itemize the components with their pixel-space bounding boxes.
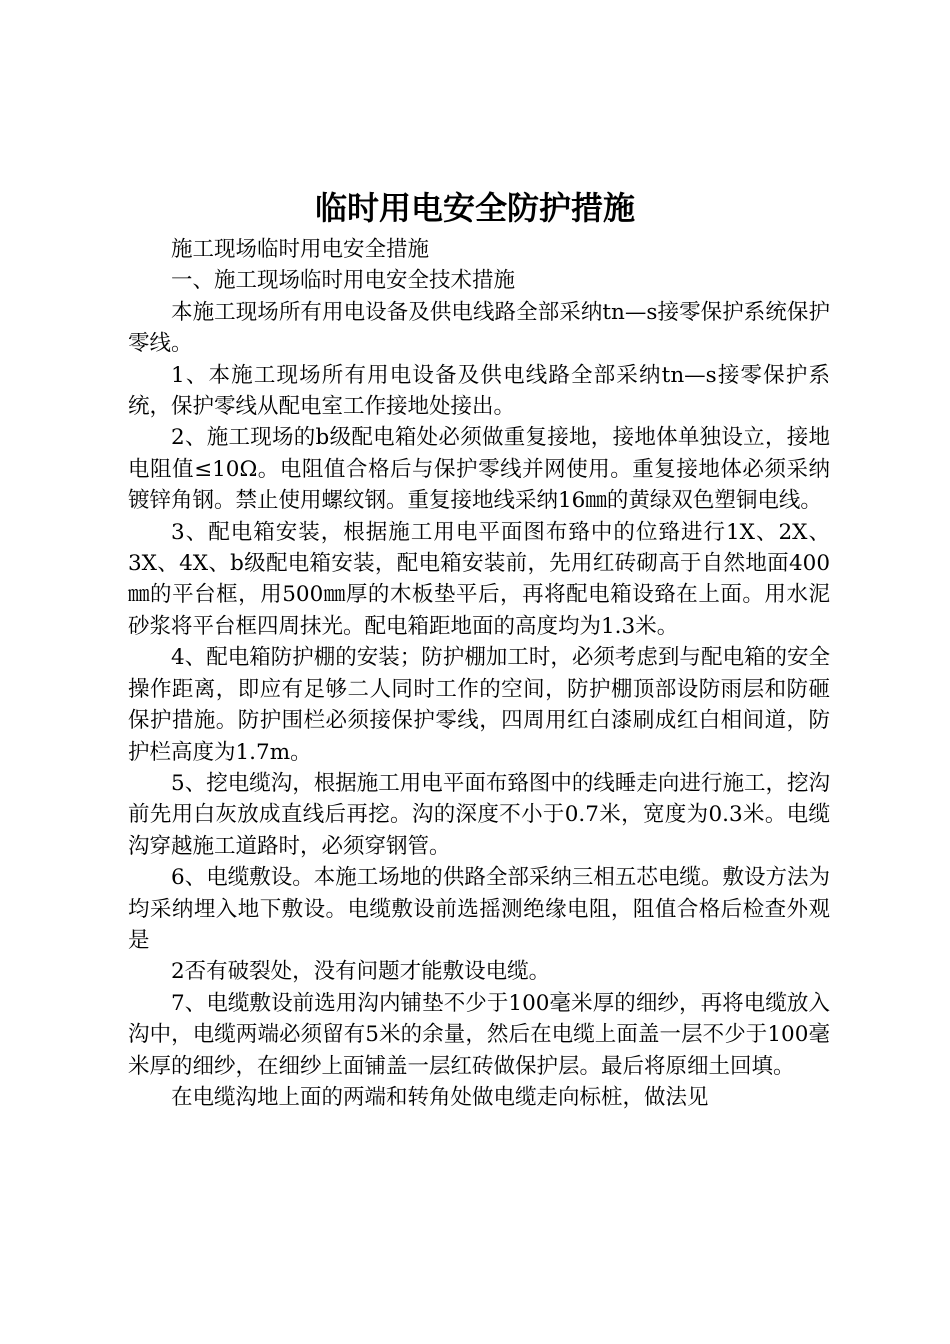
paragraph: 施工现场临时用电安全措施: [171, 237, 430, 262]
paragraph: 1、本施工现场所有用电设备及供电线路全部采纳tn—s接零保护系统，保护零线从配电室工作接地处接出。: [128, 362, 830, 420]
paragraph: 7、电缆敷设前选用沟内铺垫不少于100毫米厚的细纱，再将电缆放入沟中，电缆两端必须留有5米的余量，然后在电缆上面盖一层不少于100毫米厚的细纱，在细纱上面铺盖一层红砖做保护层。最后将原细土回填。: [128, 990, 830, 1079]
document-body: [128, 234, 830, 1113]
paragraph: 一、施工现场临时用电安全技术措施: [171, 268, 516, 294]
paragraph: 在电缆沟地上面的两端和转角处做电缆走向标桩，做法见: [171, 1084, 709, 1110]
document-title: 临时用电安全防护措施: [314, 189, 635, 227]
paragraph: 4、配电箱防护棚的安装；防护棚加工时，必须考虑到与配电箱的安全操作距离，即应有足够二人同时工作的空间，防护棚顶部设防雨层和防砸保护措施。防护围栏必须接保护零线，四周用红白漆刷成红白相间道，防护栏高度为1.7m。: [128, 645, 830, 765]
paragraph: 2、施工现场的b级配电箱处必须做重复接地，接地体单独设立，接地电阻值≤10Ω。电阻值合格后与保护零线并网使用。重复接地体必须采纳镀锌角钢。禁止使用螺纹钢。重复接地线采纳16㎜的黄绿双色塑铜电线。: [128, 425, 830, 514]
paragraph: 本施工现场所有用电设备及供电线路全部采纳tn—s接零保护系统保护零线。: [128, 299, 830, 357]
paragraph: 2否有破裂处，没有问题才能敷设电缆。: [171, 959, 551, 985]
paragraph: 3、配电箱安装，根据施工用电平面图布臵中的位臵进行1X、2X、3X、4X、b级配电箱安装，配电箱安装前，先用红砖砌高于自然地面400㎜的平台框，用500㎜厚的木板垫平后，再将配电箱设臵在上面。用水泥砂浆将平台框四周抹光。配电箱距地面的高度均为1.3米。: [128, 519, 830, 639]
paragraph: 5、挖电缆沟，根据施工用电平面布臵图中的线睡走向进行施工，挖沟前先用白灰放成直线后再挖。沟的深度不小于0.7米，宽度为0.3米。电缆沟穿越施工道路时，必须穿钢管。: [128, 770, 830, 859]
paragraph: 6、电缆敷设。本施工场地的供路全部采纳三相五芯电缆。敷设方法为均采纳埋入地下敷设。电缆敷设前选摇测绝缘电阻，阻值合格后检查外观是: [128, 865, 830, 953]
